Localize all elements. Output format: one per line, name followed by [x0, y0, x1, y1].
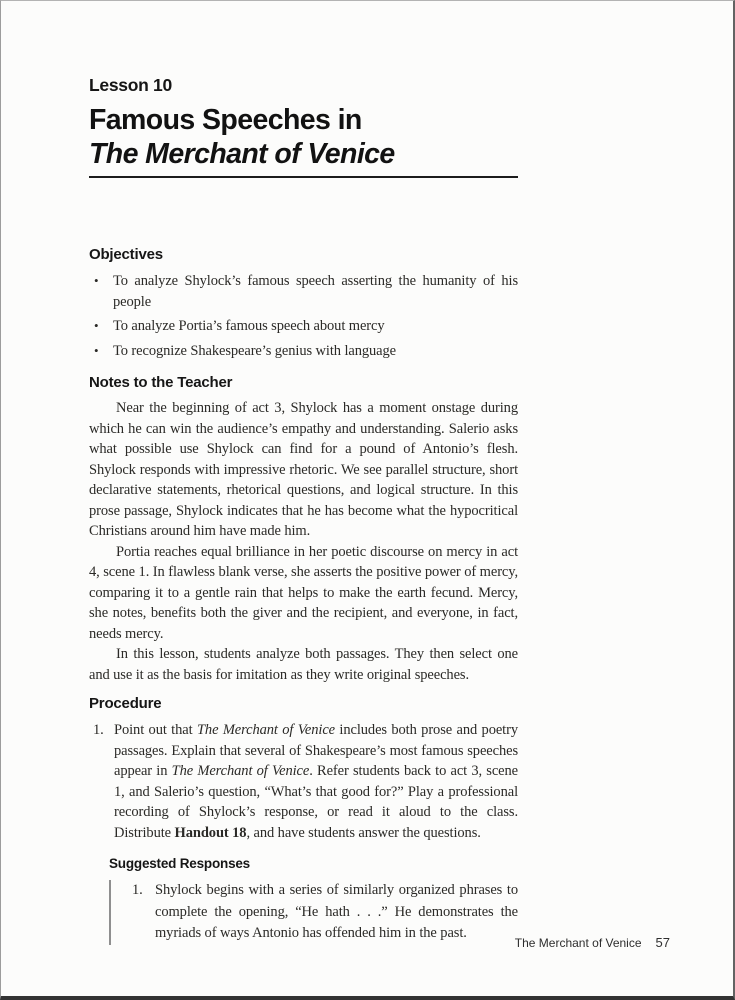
- response-item-text: Shylock begins with a series of similarly organized phrases to complete the opening, “He hath . . .” He demonstrates the myriads of ways Antonio has offended him in the past.: [155, 882, 518, 941]
- objective-text: To recognize Shakespeare’s genius with language: [113, 342, 396, 359]
- notes-paragraph: Portia reaches equal brilliance in her poetic discourse on mercy in act 4, scene 1. In flawless blank verse, she asserts the positive power of mercy, comparing it to a gentle rain that helps to make the earth fecund. Mercy, she notes, benefits both the giver and the recipient, and everyone, in fact, needs mercy.: [89, 543, 518, 642]
- procedure-item: [89, 720, 518, 843]
- objective-item: [89, 341, 518, 362]
- page-title-line-1: Famous Speeches in: [89, 104, 362, 136]
- bullet-icon: •: [94, 273, 99, 288]
- bullet-icon: •: [94, 318, 99, 333]
- objectives-bullet-list: [89, 271, 518, 361]
- page-title-line-2: The Merchant of Venice: [89, 138, 395, 170]
- running-footer: [515, 935, 670, 950]
- suggested-response-item: [109, 880, 518, 945]
- footer-book-title: The Merchant of Venice: [514, 936, 642, 950]
- bullet-icon: •: [94, 342, 99, 358]
- procedure-item-text: Point out that The Merchant of Venice includes both prose and poetry passages. Explain that several of Shakespeare’s most famous speeches appear in The Merchant of Venice. Refer students back to act 3, scene 1, and Salerio’s question, “What’s that good for?” Play a professional recording of Shylock’s response, or read it aloud to the class. Distribute Handout 18, and have students answer the questions.: [114, 722, 519, 841]
- suggested-responses-heading: Suggested Responses: [109, 856, 250, 871]
- notes-paragraph: Near the beginning of act 3, Shylock has a moment onstage during which he can win the audience’s empathy and understanding. Salerio asks what possible use Shylock can find for a pound of Antonio’s flesh. Shylock responds with impressive rhetoric. We see parallel structure, short declarative statements, rhetorical questions, and logical structure. In this prose passage, Shylock indicates that he has become what the hypocritical Christians around him have made him.: [89, 400, 518, 539]
- suggested-responses-block: [109, 856, 518, 945]
- procedure-list: [89, 720, 518, 843]
- notes-to-teacher-heading: Notes to the Teacher: [89, 374, 233, 391]
- notes-paragraph: In this lesson, students analyze both passages. They then select one and use it as the basis for imitation as they write original speeches.: [89, 646, 518, 683]
- suggested-responses-list: [109, 880, 518, 945]
- objectives-heading: Objectives: [89, 246, 163, 263]
- notes-paragraphs: [89, 398, 518, 685]
- procedure-item-number: 1.: [93, 722, 104, 738]
- title-divider-rule: [89, 176, 518, 178]
- footer-page-number: 57: [655, 935, 670, 950]
- objective-text: To analyze Shylock’s famous speech asserting the humanity of his people: [113, 273, 518, 310]
- objective-item: [89, 271, 518, 312]
- procedure-heading: Procedure: [89, 695, 162, 712]
- lesson-number-label: Lesson 10: [89, 75, 172, 95]
- page-title: [89, 103, 518, 171]
- objective-item: [89, 316, 518, 337]
- response-item-number: 1.: [132, 882, 143, 898]
- objective-text: To analyze Portia’s famous speech about mercy: [113, 318, 385, 334]
- page-content-column: [89, 1, 518, 945]
